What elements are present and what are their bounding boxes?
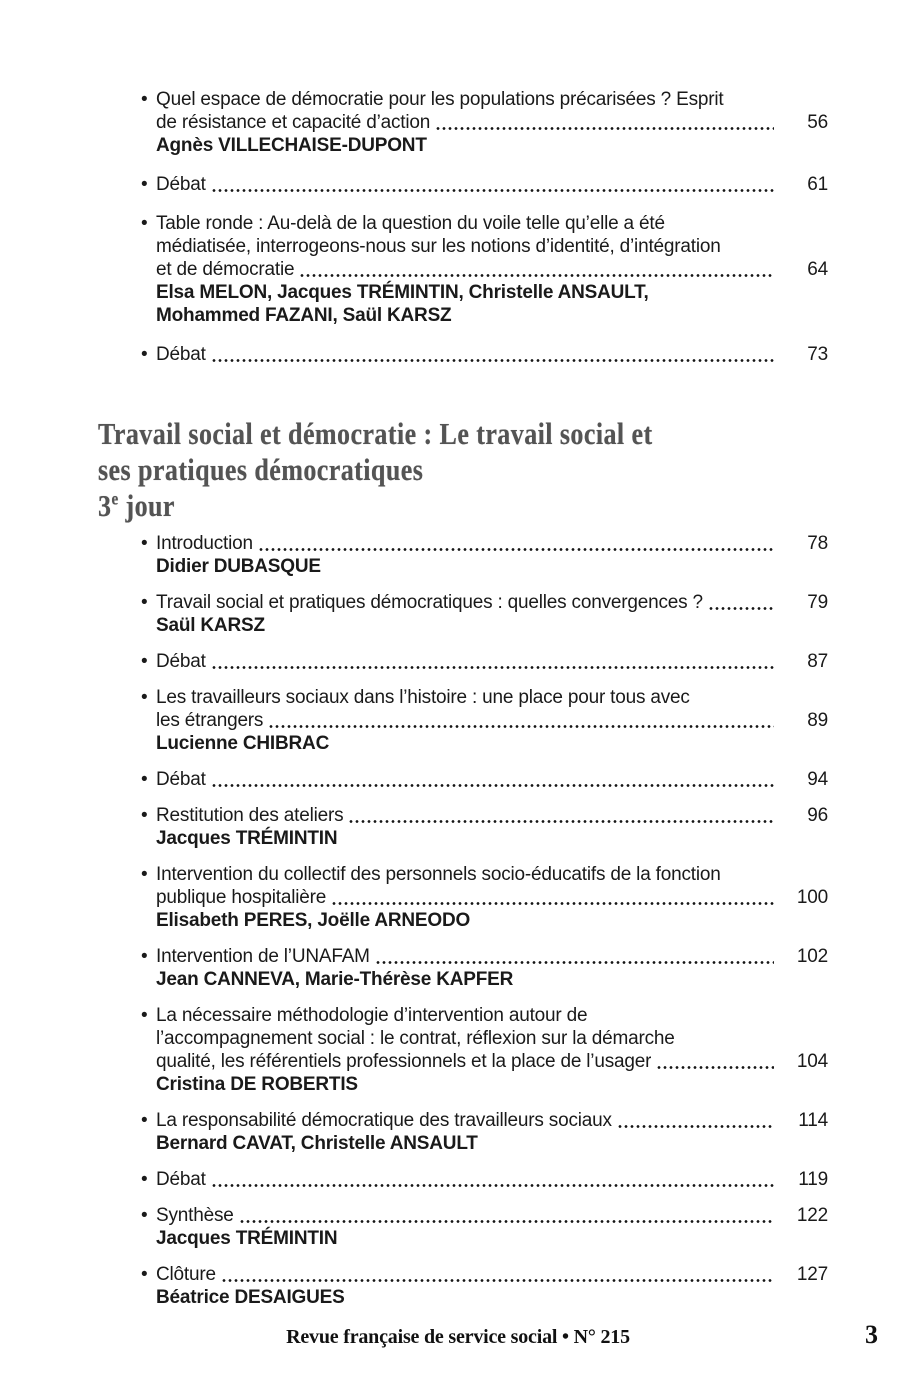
bullet-icon: • bbox=[141, 805, 148, 826]
page-number: 122 bbox=[796, 1205, 828, 1226]
folio-page-number: 3 bbox=[865, 1320, 878, 1349]
page-number: 78 bbox=[807, 533, 828, 554]
footer-journal-line: Revue française de service social • N° 215 bbox=[286, 1326, 630, 1348]
entry-title-line: médiatisée, interrogeons-nous sur les notions d’identité, d’intégration bbox=[156, 236, 721, 257]
entry-title-last-line bbox=[156, 343, 828, 366]
page-number: 127 bbox=[796, 1264, 828, 1285]
toc-entry bbox=[140, 804, 828, 850]
bullet-icon: • bbox=[141, 1205, 148, 1226]
page-number: 61 bbox=[807, 174, 828, 195]
entry-author-line: Mohammed FAZANI, Saül KARSZ bbox=[156, 305, 452, 326]
entry-author-line: Elisabeth PERES, Joëlle ARNEODO bbox=[156, 910, 471, 931]
toc-entry bbox=[140, 686, 828, 755]
entry-title-line: l’accompagnement social : le contrat, réflexion sur la démarche bbox=[156, 1028, 675, 1049]
section-heading bbox=[98, 416, 828, 524]
page-number: 114 bbox=[798, 1110, 828, 1131]
entry-title-text: Débat bbox=[156, 344, 206, 365]
bullet-icon: • bbox=[141, 687, 148, 708]
dotted-leader bbox=[211, 666, 774, 669]
entry-author-line: Agnès VILLECHAISE-DUPONT bbox=[156, 135, 427, 156]
entry-title-text: Débat bbox=[156, 174, 206, 195]
page-number: 119 bbox=[798, 1169, 828, 1190]
page-number: 104 bbox=[796, 1051, 828, 1072]
bullet-icon: • bbox=[141, 174, 148, 195]
section-heading-line: ses pratiques démocratiques bbox=[98, 452, 424, 487]
entry-title-text: et de démocratie bbox=[156, 259, 295, 280]
toc-entry bbox=[140, 343, 828, 366]
entry-title-last-line bbox=[156, 173, 828, 196]
dotted-leader bbox=[211, 1184, 774, 1187]
dotted-leader bbox=[211, 784, 774, 787]
dotted-leader bbox=[268, 725, 774, 728]
entry-title-line: La nécessaire méthodologie d’intervention autour de bbox=[156, 1005, 588, 1026]
toc-entry bbox=[140, 1109, 828, 1155]
bullet-icon: • bbox=[141, 1110, 148, 1131]
entry-author-line: Lucienne CHIBRAC bbox=[156, 733, 330, 754]
toc bbox=[98, 88, 828, 1322]
dotted-leader bbox=[656, 1066, 774, 1069]
bullet-icon: • bbox=[141, 592, 148, 613]
toc-entry bbox=[140, 945, 828, 991]
entry-title-text: Travail social et pratiques démocratiques : quelles convergences ? bbox=[156, 592, 703, 613]
entry-title-last-line bbox=[156, 768, 828, 791]
entry-title-text: les étrangers bbox=[156, 710, 264, 731]
entry-title-text: La responsabilité démocratique des travailleurs sociaux bbox=[156, 1110, 612, 1131]
bullet-icon: • bbox=[141, 946, 148, 967]
page-number: 100 bbox=[796, 887, 828, 908]
entry-title-line: Intervention du collectif des personnels socio-éducatifs de la fonction bbox=[156, 864, 721, 885]
entry-title-last-line bbox=[156, 886, 828, 909]
bullet-icon: • bbox=[141, 651, 148, 672]
entry-author-line: Didier DUBASQUE bbox=[156, 556, 321, 577]
entry-title-line: Les travailleurs sociaux dans l’histoire : une place pour tous avec bbox=[156, 687, 690, 708]
page-number: 73 bbox=[807, 344, 828, 365]
bullet-icon: • bbox=[141, 344, 148, 365]
entry-title-last-line bbox=[156, 1109, 828, 1132]
page-number: 64 bbox=[807, 259, 828, 280]
entry-author-line: Cristina DE ROBERTIS bbox=[156, 1074, 358, 1095]
entry-author-line: Jacques TRÉMINTIN bbox=[156, 828, 338, 849]
entry-title-text: de résistance et capacité d’action bbox=[156, 112, 431, 133]
bullet-icon: • bbox=[141, 769, 148, 790]
entry-title-line: Table ronde : Au-delà de la question du voile telle qu’elle a été bbox=[156, 213, 665, 234]
entry-title-last-line bbox=[156, 1168, 828, 1191]
toc-entry bbox=[140, 1204, 828, 1250]
page-number: 94 bbox=[807, 769, 828, 790]
dotted-leader bbox=[239, 1220, 774, 1223]
entry-title-text: Synthèse bbox=[156, 1205, 234, 1226]
bullet-icon: • bbox=[141, 1005, 148, 1026]
entry-title-text: Débat bbox=[156, 1169, 206, 1190]
entry-author-line: Saül KARSZ bbox=[156, 615, 265, 636]
toc-entry bbox=[140, 88, 828, 157]
page-number: 87 bbox=[807, 651, 828, 672]
bullet-icon: • bbox=[141, 1169, 148, 1190]
section-heading-line: Travail social et démocratie : Le travail social et bbox=[98, 416, 653, 451]
dotted-leader bbox=[435, 127, 774, 130]
entry-author-line: Bernard CAVAT, Christelle ANSAULT bbox=[156, 1133, 478, 1154]
dotted-leader bbox=[299, 274, 774, 277]
entry-title-last-line bbox=[156, 1204, 828, 1227]
entry-title-last-line bbox=[156, 1050, 828, 1073]
entry-title-line: Quel espace de démocratie pour les populations précarisées ? Esprit bbox=[156, 89, 724, 110]
entry-title-text: Débat bbox=[156, 769, 206, 790]
entry-author-line: Béatrice DESAIGUES bbox=[156, 1287, 345, 1308]
entry-title-text: publique hospitalière bbox=[156, 887, 327, 908]
page-number: 79 bbox=[807, 592, 828, 613]
dotted-leader bbox=[617, 1125, 774, 1128]
toc-entry bbox=[140, 1263, 828, 1309]
dotted-leader bbox=[375, 961, 774, 964]
entry-title-last-line bbox=[156, 804, 828, 827]
toc-section-2 bbox=[98, 416, 828, 1309]
toc-section-1 bbox=[140, 88, 828, 366]
entry-title-last-line bbox=[156, 258, 828, 281]
dotted-leader bbox=[211, 189, 774, 192]
entry-title-text: Introduction bbox=[156, 533, 253, 554]
entry-title-text: Clôture bbox=[156, 1264, 216, 1285]
bullet-icon: • bbox=[141, 89, 148, 110]
toc-entry bbox=[140, 212, 828, 327]
toc-entry bbox=[140, 1004, 828, 1096]
entry-title-last-line bbox=[156, 532, 828, 555]
dotted-leader bbox=[258, 548, 774, 551]
page-number: 102 bbox=[796, 946, 828, 967]
bullet-icon: • bbox=[141, 213, 148, 234]
dotted-leader bbox=[348, 820, 774, 823]
entry-title-last-line bbox=[156, 1263, 828, 1286]
entry-title-last-line bbox=[156, 591, 828, 614]
page-number: 56 bbox=[807, 112, 828, 133]
entry-title-last-line bbox=[156, 650, 828, 673]
bullet-icon: • bbox=[141, 864, 148, 885]
dotted-leader bbox=[708, 607, 774, 610]
entry-author-line: Jean CANNEVA, Marie-Thérèse KAPFER bbox=[156, 969, 514, 990]
toc-entry bbox=[140, 650, 828, 673]
entry-title-text: qualité, les référentiels professionnels et la place de l’usager bbox=[156, 1051, 652, 1072]
page-number: 89 bbox=[807, 710, 828, 731]
entry-title-last-line bbox=[156, 111, 828, 134]
entry-author-line: Jacques TRÉMINTIN bbox=[156, 1228, 338, 1249]
toc-entry bbox=[140, 591, 828, 637]
entry-title-text: Débat bbox=[156, 651, 206, 672]
toc-entry bbox=[140, 532, 828, 578]
entry-title-text: Restitution des ateliers bbox=[156, 805, 344, 826]
section-heading-day-line: 3e jour bbox=[98, 488, 175, 523]
toc-entry bbox=[140, 1168, 828, 1191]
entry-title-last-line bbox=[156, 709, 828, 732]
entry-title-text: Intervention de l’UNAFAM bbox=[156, 946, 370, 967]
dotted-leader bbox=[221, 1279, 774, 1282]
dotted-leader bbox=[331, 902, 774, 905]
bullet-icon: • bbox=[141, 1264, 148, 1285]
toc-entry bbox=[140, 173, 828, 196]
toc-entry bbox=[140, 863, 828, 932]
superscript-ordinal: e bbox=[111, 488, 119, 509]
toc-entry bbox=[140, 768, 828, 791]
entry-author-line: Elsa MELON, Jacques TRÉMINTIN, Christelle ANSAULT, bbox=[156, 282, 649, 303]
page-number: 96 bbox=[807, 805, 828, 826]
entry-title-last-line bbox=[156, 945, 828, 968]
dotted-leader bbox=[211, 359, 774, 362]
bullet-icon: • bbox=[141, 533, 148, 554]
